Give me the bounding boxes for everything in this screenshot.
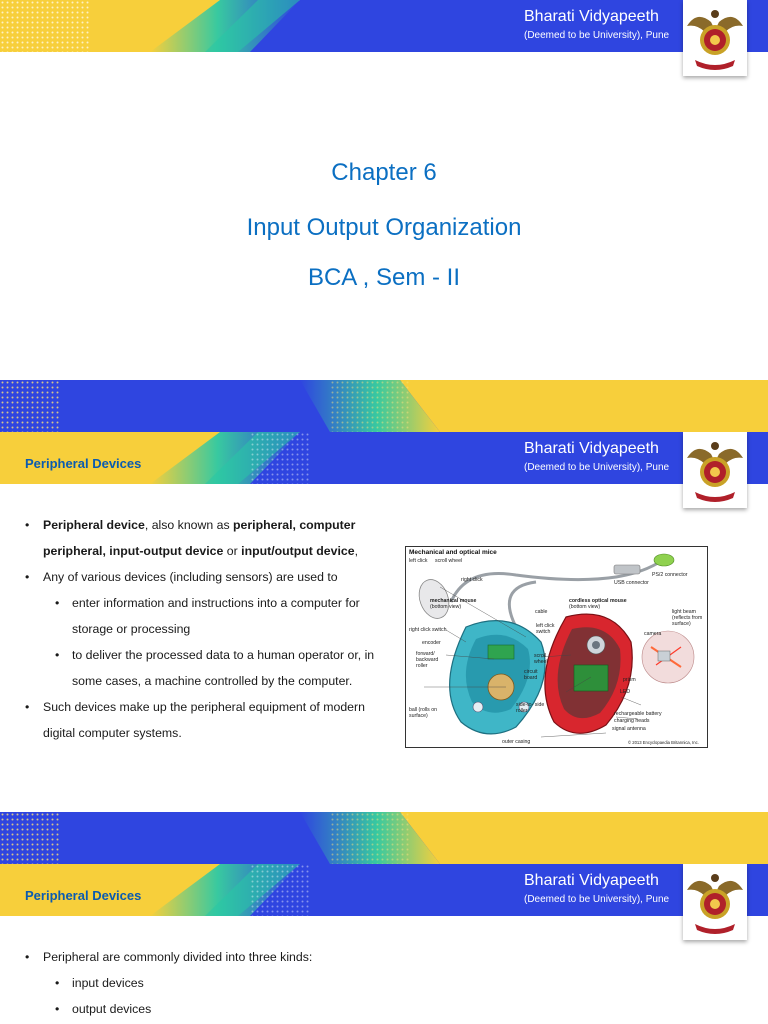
label-right-switch: right click switch	[409, 627, 447, 633]
term: input/output device	[241, 544, 355, 558]
label-camera: camera	[644, 631, 662, 637]
label-mech-mouse: mechanical mouse	[430, 598, 477, 604]
label-usb: USB connector	[614, 580, 649, 586]
label-side-roller: side-to- side roller	[516, 702, 545, 714]
section-title: Peripheral Devices	[25, 456, 142, 471]
university-logo	[683, 0, 747, 76]
sub-bullet-item: • enter information and instructions into a computer for storage or processing	[25, 590, 375, 642]
brand-subtitle: (Deemed to be University), Pune	[524, 462, 670, 473]
university-logo	[683, 432, 747, 508]
sub-bullet-item: • to deliver the processed data to a human operator or, in some cases, a machine controlled by the computer.	[25, 642, 375, 694]
slide-header	[0, 0, 768, 52]
brand-name: Bharati Vidyapeeth	[524, 8, 659, 25]
label-scroll-wheel-2: scroll wheel	[534, 653, 548, 665]
peripheral-slide-2	[0, 864, 768, 1024]
label-right-click: right click	[461, 577, 483, 583]
term: peripheral, computer peripheral, input-output device	[43, 518, 356, 558]
bullet-list	[25, 944, 625, 1022]
label-prism: prism	[623, 677, 636, 683]
bullet-item	[25, 512, 375, 564]
brand-subtitle: (Deemed to be University), Pune	[524, 894, 670, 905]
label-left-switch: left click switch	[536, 623, 555, 635]
label-bottom-view-2: (bottom view)	[569, 604, 601, 610]
text: or	[223, 544, 242, 558]
brand-name: Bharati Vidyapeeth	[524, 872, 659, 889]
title-slide	[0, 0, 768, 380]
label-antenna: signal antenna	[612, 726, 646, 732]
label-ball: ball (rolls on surface)	[409, 707, 437, 719]
course-info: BCA , Sem - II	[307, 264, 461, 291]
label-cable: cable	[535, 609, 548, 615]
footer-band	[0, 812, 768, 864]
label-optical-mouse: cordless optical mouse	[569, 598, 627, 604]
slide-header	[0, 864, 768, 916]
slide-header	[0, 432, 768, 484]
footer-band	[0, 380, 768, 432]
label-encoder: encoder	[422, 640, 441, 646]
university-logo	[683, 864, 747, 940]
label-bottom-view: (bottom view)	[430, 604, 462, 610]
figure-title: Mechanical and optical mice	[409, 549, 497, 556]
text: , also known as	[144, 518, 234, 532]
label-scroll-wheel: scroll wheel	[435, 558, 463, 564]
text: ,	[354, 544, 358, 558]
label-circuit-board: circuit board	[524, 669, 538, 681]
bullet-item: • Peripheral are commonly divided into three kinds:	[25, 944, 625, 970]
label-outer-casing: outer casing	[502, 739, 531, 745]
mouse-diagram	[405, 546, 708, 748]
label-ps2: PS/2 connector	[652, 572, 688, 578]
bullet-item: • Such devices make up the peripheral equipment of modern digital computer systems.	[25, 694, 375, 746]
label-charging-heads: charging heads	[614, 718, 650, 724]
label-led: LED	[620, 689, 631, 695]
label-forward-roller: forward/ backward roller	[416, 651, 439, 669]
brand-subtitle: (Deemed to be University), Pune	[524, 30, 670, 41]
figure-copyright: © 2013 Encyclopaedia Britannica, Inc.	[628, 740, 699, 745]
brand-name: Bharati Vidyapeeth	[524, 440, 659, 457]
bullet-list	[25, 512, 375, 746]
label-light-beam: light beam (reflects from surface)	[672, 609, 703, 627]
label-left-click: left click	[409, 558, 428, 564]
term: Peripheral device	[43, 518, 145, 532]
chapter-topic: Input Output Organization	[246, 214, 522, 241]
label-battery: rechargeable battery	[614, 711, 662, 717]
chapter-title: Chapter 6	[331, 159, 437, 186]
bullet-item: • Any of various devices (including sensors) are used to	[25, 564, 375, 590]
sub-bullet-item: • input devices	[25, 970, 625, 996]
sub-bullet-item: • output devices	[25, 996, 625, 1022]
section-title: Peripheral Devices	[25, 888, 142, 903]
